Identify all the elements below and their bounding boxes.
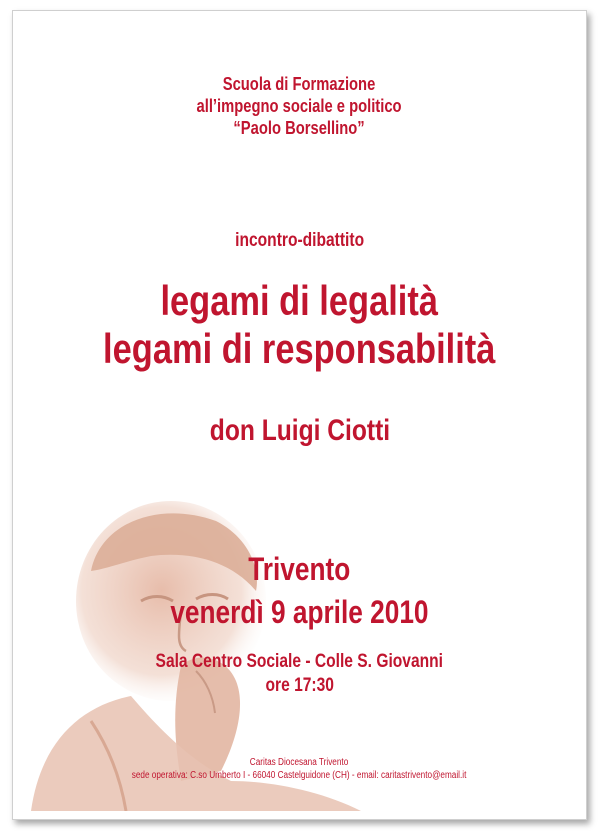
- school-line-3: “Paolo Borsellino”: [233, 118, 366, 138]
- contact-info-text: sede operativa: C.so Umberto I - 66040 Castelguidone (CH) - email: caritastrivento@email.it: [132, 770, 467, 781]
- title-line-1: [13, 277, 586, 325]
- school-line-1: Scuola di Formazione: [223, 74, 376, 94]
- event-type: [13, 230, 586, 252]
- title-line-2: [13, 325, 586, 373]
- event-venue-text: Sala Centro Sociale - Colle S. Giovanni: [155, 651, 444, 672]
- title-line-2-text: legami di responsabilità: [103, 325, 496, 372]
- event-town: [13, 551, 586, 588]
- school-line-2: all’impegno sociale e politico: [196, 96, 403, 116]
- event-venue: [13, 651, 586, 673]
- event-date: [13, 594, 586, 631]
- organizer-text: Caritas Diocesana Trivento: [250, 757, 349, 768]
- event-time: [13, 675, 586, 697]
- speaker-name: [13, 414, 586, 448]
- event-date-text: venerdì 9 aprile 2010: [170, 594, 429, 630]
- event-time-text: ore 17:30: [265, 675, 334, 696]
- poster: [12, 10, 587, 820]
- title-line-1-text: legami di legalità: [160, 277, 439, 324]
- speaker-name-text: don Luigi Ciotti: [209, 414, 390, 447]
- event-type-label: incontro-dibattito: [235, 230, 364, 251]
- contact-info: [13, 770, 586, 781]
- event-town-text: Trivento: [248, 551, 351, 587]
- school-name: [13, 73, 586, 139]
- organizer: [13, 757, 586, 768]
